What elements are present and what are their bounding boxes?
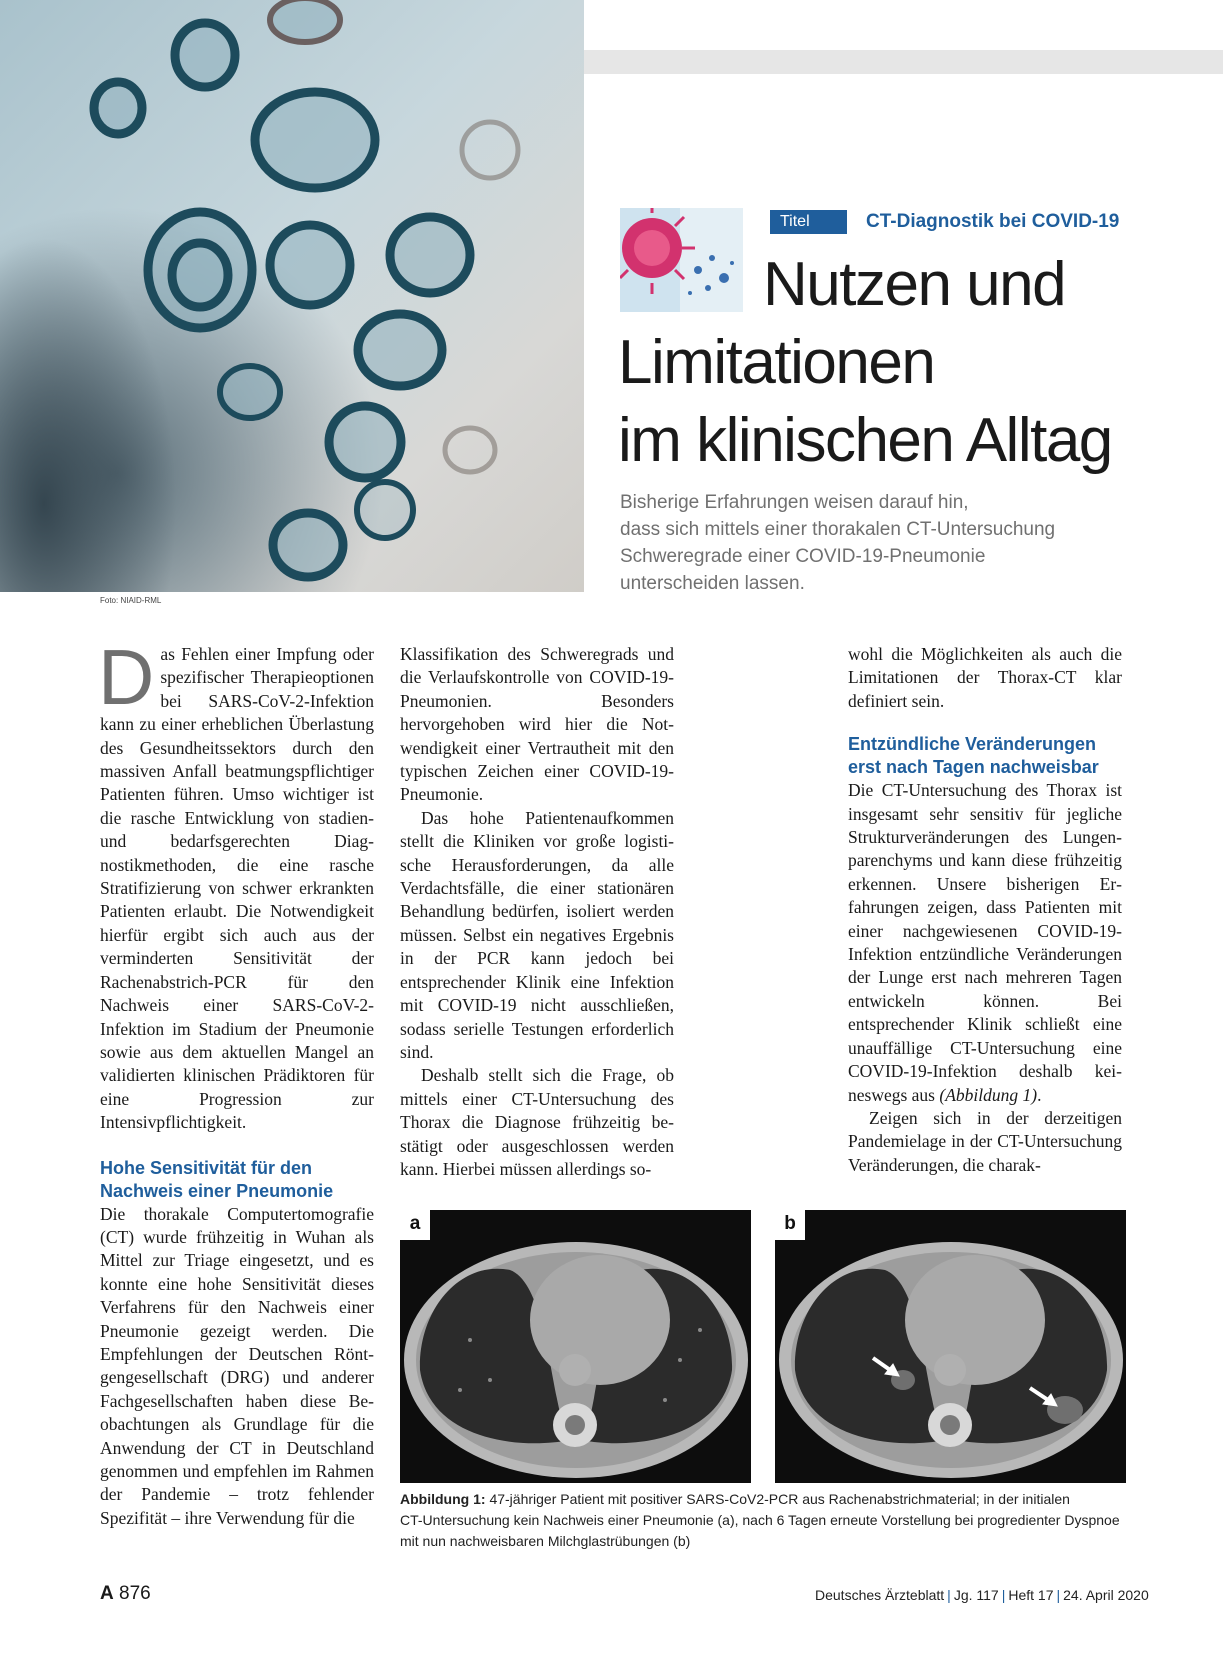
body-paragraph: wohl die Möglichkeiten als auch die Limitationen der Thorax-CT klar definiert sein.: [848, 644, 1122, 711]
headline-line-2: Limitationen: [618, 328, 935, 397]
journal-footer: [815, 1587, 1149, 1603]
body-paragraph: Deshalb stellt sich die Frage, ob mittels einer CT-Untersuchung des Thorax die Diagnose frühzeitig bestätigt oder ausgeschlossen werden kann. Hierbei müssen allerdings so-: [400, 1065, 674, 1179]
subheadline-line: unterscheiden lassen.: [620, 573, 805, 594]
panel-label-b: b: [775, 1210, 805, 1240]
ct-scan-image-b: [775, 1210, 1126, 1483]
section-heading-line: erst nach Tagen nachweisbar: [848, 757, 1099, 778]
section-heading-line: Nachweis einer Pneumonie: [100, 1180, 334, 1201]
caption-text: 47-jähriger Patient mit positiver SARS-CoV2-PCR aus Rachenabstrichmaterial; in der initialen: [489, 1491, 1070, 1507]
article-column-3: [848, 643, 1122, 1177]
page-prefix: A: [100, 1583, 114, 1604]
journal-date: 24. April 2020: [1063, 1587, 1149, 1603]
subheadline-line: dass sich mittels einer thorakalen CT-Untersuchung: [620, 519, 1056, 540]
caption-label: Abbildung 1:: [400, 1491, 486, 1507]
intro-paragraph: [98, 633, 374, 1135]
ct-scan-image-a: [400, 1210, 751, 1483]
rubric-label: Titel: [770, 210, 847, 234]
separator: |: [1056, 1587, 1061, 1603]
drop-cap: D: [98, 633, 155, 721]
rubric-topic: CT-Diagnostik bei COVID-19: [866, 211, 1120, 232]
body-text: .: [1037, 1084, 1042, 1105]
journal-issue: Heft 17: [1008, 1587, 1054, 1603]
section-heading-line: Entzündliche Veränderungen: [848, 734, 1097, 755]
hero-micrograph-image: [0, 0, 584, 592]
section-heading-line: Hohe Sensitivität für den: [100, 1157, 313, 1178]
section-heading-sensitivity: [100, 1157, 374, 1203]
journal-volume: Jg. 117: [953, 1587, 999, 1603]
intro-text: as Fehlen einer Impfung oder spezifischer Therapieoptionen bei SARS-CoV-2-Infektion kann zu einer erheblichen Überlastung des Gesundheitssektors durch den massiven Anfall beatmungspflichtiger Patienten führen. Umso wichtiger ist die rasche Entwicklung von stadien- und bedarfsgerechten Diagnostikmethoden, die eine rasche Stratifizierung von schwer erkrankten Patienten erlaubt. Die Notwendigkeit hierfür ergibt sich auch aus der verminderten Sensitivität der Rachenabstrich-PCR für den Nachweis einer SARS-CoV-2-Infektion im Stadium der Pneumonie sowie aus dem aktuellen Mangel an validierten klinischen Prädiktoren für eine Progression zur Intensivpflichtigkeit.: [100, 644, 374, 1133]
headline-line-1: Nutzen und: [763, 250, 1066, 319]
subheadline-line: Bisherige Erfahrungen weisen darauf hin,: [620, 492, 969, 513]
separator: |: [947, 1587, 951, 1603]
figure-reference-link[interactable]: (Abbildung 1): [939, 1084, 1038, 1105]
article-column-2: [400, 643, 674, 1181]
header-bar: [584, 50, 1223, 74]
photo-credit: Foto: NIAID-RML: [100, 596, 162, 605]
body-paragraph: Klassifikation des Schweregrads und die Verlaufskontrolle von COVID-19-Pneumonien. Besonders hervorgehoben wird hier die Notwendigkeit einer Vertrautheit mit den typischen Zeichen einer COVID-19-Pneumonie.: [400, 644, 674, 805]
subheadline: [620, 489, 1100, 597]
article-column-1: [98, 633, 374, 1530]
body-paragraph: [848, 779, 1122, 1107]
caption-text: CT-Untersuchung kein Nachweis einer Pneumonie (a), nach 6 Tagen erneute Vorstellung bei progredienter Dyspnoe: [400, 1512, 1120, 1528]
page-number: [100, 1583, 151, 1605]
separator: |: [1001, 1587, 1006, 1603]
caption-text: mit nun nachweisbaren Milchglastrübungen (b): [400, 1533, 691, 1549]
body-paragraph: Die thorakale Computertomografie (CT) wurde frühzeitig in Wuhan als Mittel zur Triage eingesetzt, und es konnte eine hohe Sensitivität dieses Verfahrens für den Nachweis einer Pneumonie gezeigt werden. Die Empfehlungen der Deutschen Röntgengesellschaft (DRG) und anderer Fachgesellschaften haben diese Beobachtungen als Grundlage für die Anwendung der CT in Deutschland genommen und empfehlen im Rahmen der Pandemie – trotz fehlender Spezifität – ihre Verwendung für die: [100, 1203, 374, 1528]
panel-label-a: a: [400, 1210, 430, 1240]
body-text: Die CT-Untersuchung des Thorax ist insgesamt sehr sensitiv für jegliche Strukturveränderungen des Lungenparenchyms und kann diese frühzeitig erkennen. Unsere bisherigen Erfahrungen zeigen, dass Patienten mit einer nachgewiesenen COVID-19-Infektion entzündliche Veränderungen der Lunge erst nach mehreren Tagen entwickeln können. Bei entsprechender Klinik schließt eine unauffällige CT-Untersuchung eine COVID-19-Infektion deshalb keineswegs aus: [848, 780, 1122, 1105]
figure-caption: [400, 1489, 1140, 1552]
body-paragraph: Das hohe Patientenaufkommen stellt die Kliniken vor große logistische Herausforderungen, da alle Verdachtsfälle, die einer stationären Behandlung bedürfen, isoliert werden müssen. Selbst ein negatives Ergebnis in der PCR kann jedoch bei entsprechender Klinik eine Infektion mit COVID-19 nicht ausschließen, sodass serielle Testungen erforderlich sind.: [400, 807, 674, 1062]
body-paragraph: Zeigen sich in der derzeitigen Pandemielage in der CT-Untersuchung Veränderungen, die charak-: [848, 1107, 1122, 1175]
journal-name: Deutsches Ärzteblatt: [815, 1587, 945, 1603]
headline-line-3: im klinischen Alltag: [618, 406, 1112, 475]
section-heading-inflammation: [848, 733, 1122, 779]
subheadline-line: Schweregrade einer COVID-19-Pneumonie: [620, 546, 986, 567]
rubric-thumbnail-image: [620, 208, 743, 312]
page-number-value: 876: [119, 1583, 151, 1604]
